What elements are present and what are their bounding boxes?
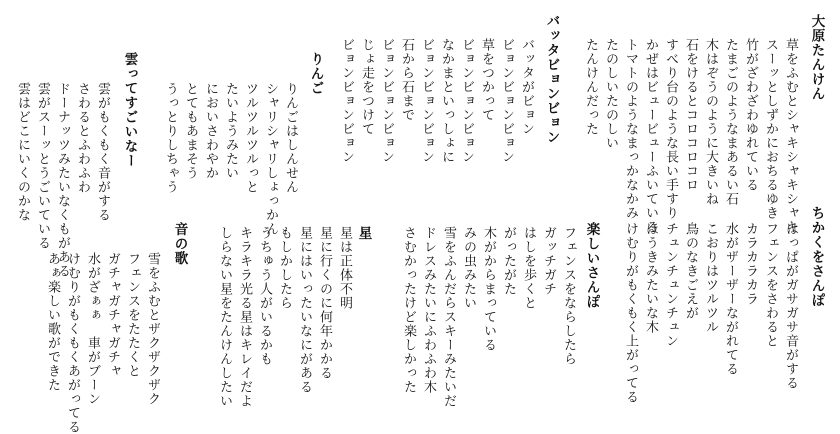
poem-line: あぁ楽しい歌ができた [45,252,60,392]
poem-line: 雪をふむとザクザクザク [145,252,160,406]
poem-line: 竹がざわざわゆれている [743,38,758,192]
poem-line: みの虫みたい [461,226,476,310]
poem-line: 鳥のなきごえが [683,222,698,320]
poem-line: 雪をふんだらスキーみたいだ [441,226,456,408]
poem-line: さむかったけど楽しかった [401,226,416,394]
poem-title: 大原たんけん [808,14,825,101]
poem-line: 草をふむとシャキシャキシャキ [783,38,798,234]
poem-title: バッタビョンビョン [543,14,560,145]
poem-line: がったがた [501,226,516,296]
poem-line: トマトのようなまっかなかみ [623,38,638,220]
poem-line: さわるとふわふわ [75,82,90,194]
poem-line: たいようみたい [223,82,238,180]
poem-line: ドレスみたいにふわふわ木 [421,226,436,394]
poem-line: カラカラカラ [743,222,758,306]
poem-line: ビョンビョンビョン [499,38,514,164]
poem-line: 水がザーザーながれてる [723,222,738,376]
poem-title: ちかくをさんぽ [808,206,825,308]
poem-line: フェンスをならしたら [561,226,576,366]
poem-line: 木はぞうのように大きいね [703,38,718,206]
poem-line: 水がざぁぁ 車がブーン [85,252,100,406]
poem-line: 雲がスーッとうごいている [35,82,50,250]
poem-line: たまごのようなまあるい石 [723,38,738,206]
poem-line: はっぱがガサガサ音がする [783,222,798,390]
poem-title: 楽しいさんぽ [583,222,600,309]
poem-line: フェンスをたたくと [125,252,140,378]
poem-line: けむりがもくもくあがってる [65,252,80,434]
poem-title: 雲ってすごいなー [121,52,138,168]
poem-line: かぜはビュービューふいている [643,38,658,234]
poem-line: 星は正体不明 [337,226,352,310]
poem-line: しらない星をたんけんしたい [217,226,232,408]
poem-line: ドーナッツみたいなくもがある [55,82,70,278]
poem-line: たのしいたのしい [603,38,618,150]
poem-line: はしを歩くと [521,226,536,310]
poem-line: キラキラ光る星はキレイだよ [237,226,252,408]
poem-line: ビョンビョンビョン [339,38,354,164]
poem-title: 星 [355,226,372,241]
poem-line: 石から石まで [399,38,414,122]
poem-line: 星に行くのに何年かかる [317,226,332,380]
poem-title: りんご [307,52,324,96]
poem-line: すべり台のような長い手すり [663,38,678,220]
poem-line: とてもあまそう [183,82,198,180]
poem-line: 星にはいったいなにがある [297,226,312,394]
poem-line: うちゅう人がいるかも [257,226,272,366]
poem-line: ツルツルツルっと [243,82,258,194]
poem-line: ガチャガチャガチャ [105,252,120,378]
poem-line: バッタがビョン [519,38,534,136]
poem-line: においさわやか [203,82,218,180]
poem-line: ビョンビョンビョン [379,38,394,164]
poem-line: じょ走をつけて [359,38,374,136]
poem-line: チュンチュンチュン [663,222,678,348]
poem-line: フェンスをさわると [763,222,778,348]
poem-line: こおりはツルツル [703,222,718,334]
poem-line: 草をつかって [479,38,494,122]
poem-line: りんごはしんせん [283,82,298,194]
poem-line: ほうきみたいな木 [643,222,658,334]
poem-line: シャリシャリしょっかん [263,82,278,236]
poem-line: ビョンビョンビョン [419,38,434,164]
poem-line: たんけんだった [583,38,598,136]
poem-line: うっとりしちゃう [163,82,178,194]
poem-line: なかまといっしょに [439,38,454,164]
poem-line: もしかしたら [277,226,292,310]
poem-line: スーッとしずかにおちるゆき [763,38,778,220]
poem-line: 雲がもくもく音がする [95,82,110,222]
poem-line: けむりがもくもく上がってる [623,222,638,404]
poem-line: 木がからまっている [481,226,496,352]
poem-title: 音の歌 [171,222,188,266]
poem-line: ガッチガチ [541,226,556,296]
poem-line: ビョンビョンビョン [459,38,474,164]
poem-line: 雲はどこにいくのかな [15,82,30,222]
poem-line: 石をけるとコロコロコロ [683,38,698,192]
